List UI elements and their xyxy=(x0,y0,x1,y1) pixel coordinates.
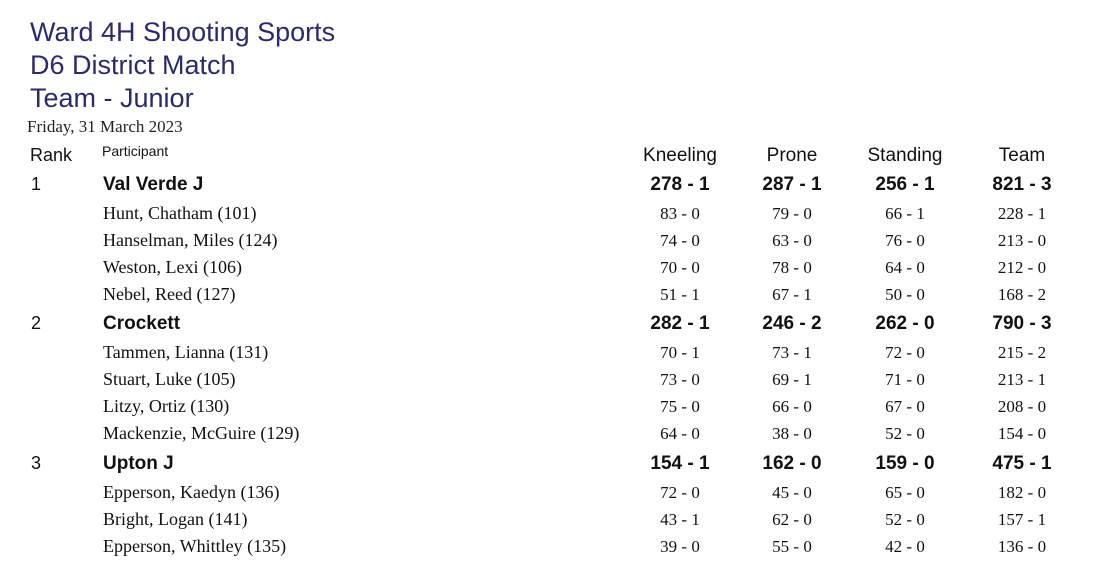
column-header-rank: Rank xyxy=(30,145,73,165)
participant-score-standing: 52 - 0 xyxy=(885,510,925,529)
participant-score-prone: 69 - 1 xyxy=(772,370,812,389)
team-score-kneeling: 154 - 1 xyxy=(650,453,710,474)
title-line-3: Team - Junior xyxy=(30,83,194,113)
participant-score-standing: 71 - 0 xyxy=(885,370,925,389)
participant-score-prone: 66 - 0 xyxy=(772,397,812,416)
team-name: Upton J xyxy=(103,453,174,474)
team-score-kneeling: 282 - 1 xyxy=(650,313,710,334)
participant-score-kneeling: 73 - 0 xyxy=(660,370,700,389)
participant-score-kneeling: 43 - 1 xyxy=(660,510,700,529)
participant-score-standing: 72 - 0 xyxy=(885,343,925,362)
team-score-prone: 246 - 2 xyxy=(762,313,822,334)
participant-name: Bright, Logan (141) xyxy=(103,509,248,529)
participant-name: Hunt, Chatham (101) xyxy=(103,203,257,223)
team-score-standing: 256 - 1 xyxy=(875,174,935,195)
participant-score-team: 208 - 0 xyxy=(997,397,1047,416)
participant-score-standing: 67 - 0 xyxy=(885,397,925,416)
team-score-prone: 287 - 1 xyxy=(762,174,822,195)
participant-score-prone: 62 - 0 xyxy=(772,510,812,529)
team-score-prone: 162 - 0 xyxy=(762,453,822,474)
participant-score-kneeling: 72 - 0 xyxy=(660,483,700,502)
title-line-1: Ward 4H Shooting Sports xyxy=(30,17,336,47)
match-date: Friday, 31 March 2023 xyxy=(27,117,183,136)
participant-score-team: 213 - 0 xyxy=(997,231,1047,250)
participant-score-kneeling: 70 - 1 xyxy=(660,343,700,362)
participant-score-prone: 67 - 1 xyxy=(772,285,812,304)
participant-score-standing: 66 - 1 xyxy=(885,204,925,223)
participant-score-standing: 65 - 0 xyxy=(885,483,925,502)
participant-score-prone: 45 - 0 xyxy=(772,483,812,502)
participant-score-team: 213 - 1 xyxy=(997,370,1047,389)
participant-score-prone: 79 - 0 xyxy=(772,204,812,223)
participant-score-standing: 64 - 0 xyxy=(885,258,925,277)
column-header-participant: Participant xyxy=(102,143,169,159)
team-name: Crockett xyxy=(103,313,181,334)
participant-name: Weston, Lexi (106) xyxy=(103,257,243,277)
participant-name: Litzy, Ortiz (130) xyxy=(103,396,230,416)
participant-score-team: 154 - 0 xyxy=(997,424,1047,443)
column-header-team: Team xyxy=(998,145,1046,166)
participant-score-team: 182 - 0 xyxy=(997,483,1047,502)
participant-name: Epperson, Kaedyn (136) xyxy=(103,482,280,502)
participant-score-kneeling: 70 - 0 xyxy=(660,258,700,277)
team-score-team: 821 - 3 xyxy=(992,174,1052,195)
participant-score-team: 215 - 2 xyxy=(997,343,1047,362)
team-score-standing: 262 - 0 xyxy=(875,313,935,334)
participant-score-kneeling: 64 - 0 xyxy=(660,424,700,443)
participant-score-kneeling: 74 - 0 xyxy=(660,231,700,250)
participant-score-kneeling: 83 - 0 xyxy=(660,204,700,223)
participant-score-prone: 73 - 1 xyxy=(772,343,812,362)
participant-score-standing: 50 - 0 xyxy=(885,285,925,304)
participant-name: Mackenzie, McGuire (129) xyxy=(103,423,300,443)
participant-score-standing: 76 - 0 xyxy=(885,231,925,250)
participant-score-prone: 78 - 0 xyxy=(772,258,812,277)
column-header-standing: Standing xyxy=(867,145,943,166)
team-rank: 3 xyxy=(31,453,42,473)
team-score-team: 475 - 1 xyxy=(992,453,1052,474)
participant-name: Tammen, Lianna (131) xyxy=(103,342,269,362)
participant-name: Epperson, Whittley (135) xyxy=(103,536,287,556)
participant-score-team: 157 - 1 xyxy=(997,510,1047,529)
column-header-kneeling: Kneeling xyxy=(643,145,717,166)
participant-score-kneeling: 75 - 0 xyxy=(660,397,700,416)
participant-score-kneeling: 39 - 0 xyxy=(660,537,700,556)
participant-name: Stuart, Luke (105) xyxy=(103,369,236,389)
participant-score-kneeling: 51 - 1 xyxy=(660,285,700,304)
team-rank: 1 xyxy=(31,174,42,194)
team-rank: 2 xyxy=(31,313,42,333)
participant-score-standing: 42 - 0 xyxy=(885,537,925,556)
participant-score-team: 136 - 0 xyxy=(997,537,1047,556)
participant-score-prone: 55 - 0 xyxy=(772,537,812,556)
participant-score-prone: 38 - 0 xyxy=(772,424,812,443)
title-line-2: D6 District Match xyxy=(30,50,236,80)
participant-score-team: 168 - 2 xyxy=(997,285,1047,304)
participant-name: Hanselman, Miles (124) xyxy=(103,230,278,250)
team-score-kneeling: 278 - 1 xyxy=(650,174,710,195)
participant-score-standing: 52 - 0 xyxy=(885,424,925,443)
team-score-standing: 159 - 0 xyxy=(875,453,935,474)
participant-score-prone: 63 - 0 xyxy=(772,231,812,250)
participant-score-team: 212 - 0 xyxy=(997,258,1047,277)
team-name: Val Verde J xyxy=(103,174,204,195)
participant-score-team: 228 - 1 xyxy=(997,204,1047,223)
team-score-team: 790 - 3 xyxy=(992,313,1052,334)
participant-name: Nebel, Reed (127) xyxy=(103,284,236,304)
column-header-prone: Prone xyxy=(766,145,818,166)
